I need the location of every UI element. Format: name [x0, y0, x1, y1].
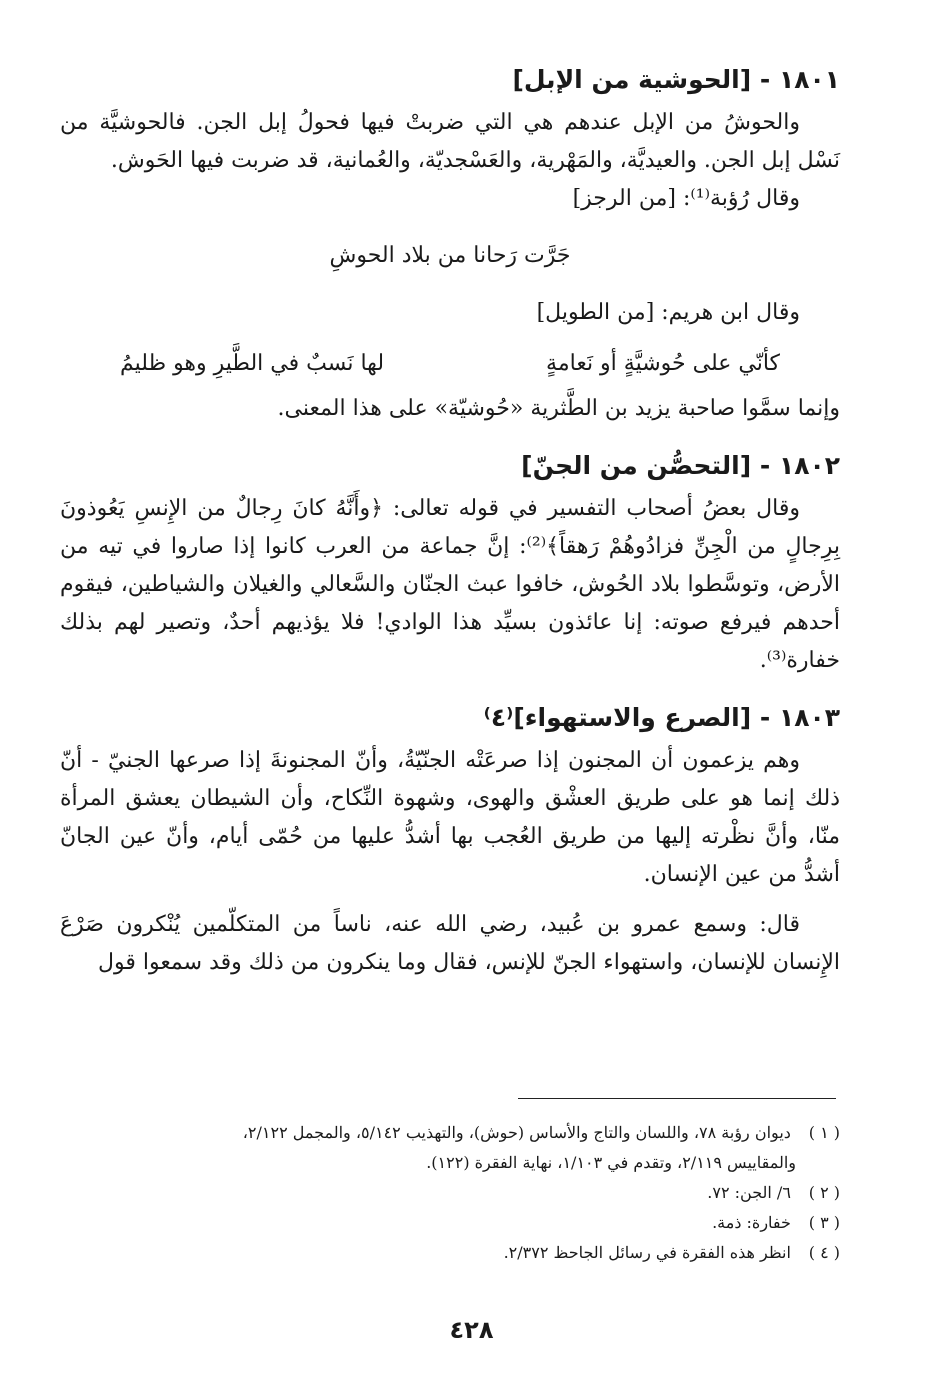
section-heading: ١٨٠٢ - [التحصُّن من الجنّ] [521, 451, 840, 480]
footnote-number: ( ٢ ) [808, 1183, 840, 1202]
paragraph: قال: وسمع عمرو بن عُبيد، رضي الله عنه، ناساً من المتكلّمين يُنْكرون صَرْعَ الإِنسان للإنسان، واستهواء الجنّ للإنس، فقال وما ينكرون من ذلك وقد سمعوا قول [60, 912, 840, 975]
paragraph: وقال بعضُ أصحاب التفسير في قوله تعالى: ﴿وأَنَّهُ كانَ رِجالٌ من الإِنسِ يَعُوذونَ بِرِجالٍ من الْجِنِّ فزادُوهُمْ رَهقاً﴾⁽²⁾: إنَّ جماعة من العرب كانوا إذا صاروا في تيه من الأرض، وتوسَّطوا بلاد الحُوش، خافوا عبث الجنّان والسَّعالي والغيلان والشياطين، فيقوم أحدهم فيرفع صوته: إنا عائذون بسيِّد هذا الوادي! فلا يؤذيهم أحدٌ، وتصير لهم بذلك خفارة⁽³⁾. [60, 496, 840, 673]
footnote-2 [60, 1178, 840, 1208]
section-1803 [60, 698, 840, 982]
section-heading: ١٨٠٣ - [الصرع والاستهواء]⁽٤⁾ [483, 703, 840, 732]
footnote-text: ٦/ الجن: ٧٢. [707, 1183, 791, 1202]
footnotes [60, 1118, 840, 1268]
section-heading: ١٨٠١ - [الحوشية من الإبل] [512, 65, 840, 94]
footnote-divider [518, 1098, 836, 1099]
footnote-text: ديوان رؤبة ٧٨، واللسان والتاج والأساس (حوش)، والتهذيب ٥/١٤٢، والمجمل ٢/١٢٢، [242, 1123, 791, 1142]
footnote-4 [60, 1238, 840, 1268]
footnote-text: خفارة: ذمة. [712, 1213, 791, 1232]
page-body [60, 60, 840, 982]
footnote-3 [60, 1208, 840, 1238]
verse-couplet [120, 344, 780, 384]
page-number: ٤٢٨ [449, 1316, 494, 1344]
paragraph: وهم يزعمون أن المجنون إذا صرعَتْه الجنّيّةُ، وأنّ المجنونةَ إذا صرعها الجنيّ - أنّ ذلك إنما هو على طريق العشْق والهوى، وشهوة النِّكاح، وأن الشيطان يعشق المرأة منّا، وأنَّ نظْرته إليها من طريق العُجب بها أشدُّ عليها من حُمّى أيام، وأنّ عين الجانّ أشدُّ من عين الإنسان. [60, 748, 840, 887]
paragraph: والحوشُ من الإبل عندهم هي التي ضربتْ فيها فحولُ إبل الجن. فالحوشيَّة من نَسْل إبل الجن. والعيديَّة، والمَهْرية، والعَسْجديّة، والعُمانية، قد ضربت فيها الحَوش. [60, 110, 840, 173]
paragraph: وقال ابن هريم: [من الطويل] [536, 300, 800, 325]
verse-hemistich-first: كأنّي على حُوشيَّةٍ أو نَعامةٍ [546, 351, 780, 376]
footnote-number: ( ٤ ) [808, 1243, 840, 1262]
footnote-text: انظر هذه الفقرة في رسائل الجاحظ ٢/٣٧٢. [503, 1243, 791, 1262]
section-1801 [60, 60, 840, 428]
footnote-1-continued: والمقاييس ٢/١١٩، وتقدم في ١/١٠٣، نهاية الفقرة (١٢٢). [426, 1153, 796, 1172]
section-1802 [60, 446, 840, 680]
footnote-number: ( ٣ ) [808, 1213, 840, 1232]
verse-line: جَرَّت رَحانا من بلاد الحوشِ [329, 243, 571, 268]
footnote-number: ( ١ ) [808, 1123, 840, 1142]
footnote-1 [60, 1118, 840, 1148]
verse-hemistich-second: لها نَسبٌ في الطَّيرِ وهو ظليمُ [120, 351, 385, 376]
paragraph: وقال رُؤبة⁽¹⁾: [من الرجز] [572, 186, 800, 211]
paragraph: وإنما سمَّوا صاحبة يزيد بن الطَّثرية «حُوشيّة» على هذا المعنى. [277, 396, 840, 421]
